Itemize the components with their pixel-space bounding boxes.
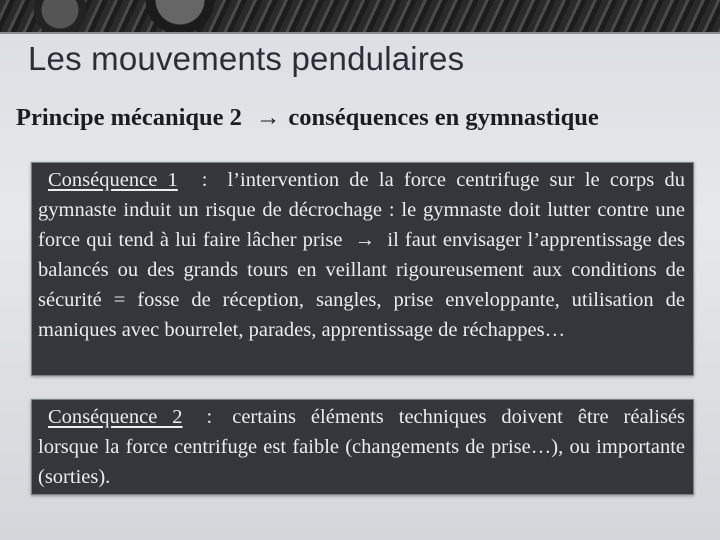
- consequence-1-separator: :: [201, 169, 208, 191]
- consequence-1-text-b: il faut envisager l’apprentissage des balancés ou des grands tours en veillant rigoureusement aux conditions de sécurité = fosse de réception, sangles, prise enveloppante, utilisation de maniques avec bourrelet, parades, apprentissage de réchappes…: [38, 229, 686, 341]
- consequence-1-text-a: l’intervention de la force centrifuge sur le corps du gymnaste induit un risque de décrochage : le gymnaste doit lutter contre une force qui tend à lui faire lâcher prise: [38, 169, 685, 251]
- consequence-2-paragraph: [38, 402, 685, 492]
- slide-title: Les mouvements pendulaires: [28, 40, 465, 77]
- header-banner-image: [0, 0, 720, 34]
- subtitle-left: Principe mécanique 2: [16, 104, 242, 131]
- consequence-1-label: Conséquence 1: [48, 169, 178, 191]
- consequence-2-text: certains éléments techniques doivent être réalisés lorsque la force centrifuge est faible (changements de prise…), ou importante (sorties).: [38, 406, 685, 488]
- consequence-2-label: Conséquence 2: [48, 406, 183, 428]
- right-arrow-icon: →: [354, 229, 376, 251]
- consequence-1-paragraph: [38, 165, 685, 345]
- subtitle-right: conséquences en gymnastique: [288, 104, 599, 131]
- consequence-2-separator: :: [206, 406, 213, 428]
- slide-subtitle: [16, 104, 599, 132]
- consequence-2-box: [31, 399, 694, 495]
- right-arrow-icon: →: [255, 104, 281, 131]
- consequence-1-box: [31, 162, 694, 376]
